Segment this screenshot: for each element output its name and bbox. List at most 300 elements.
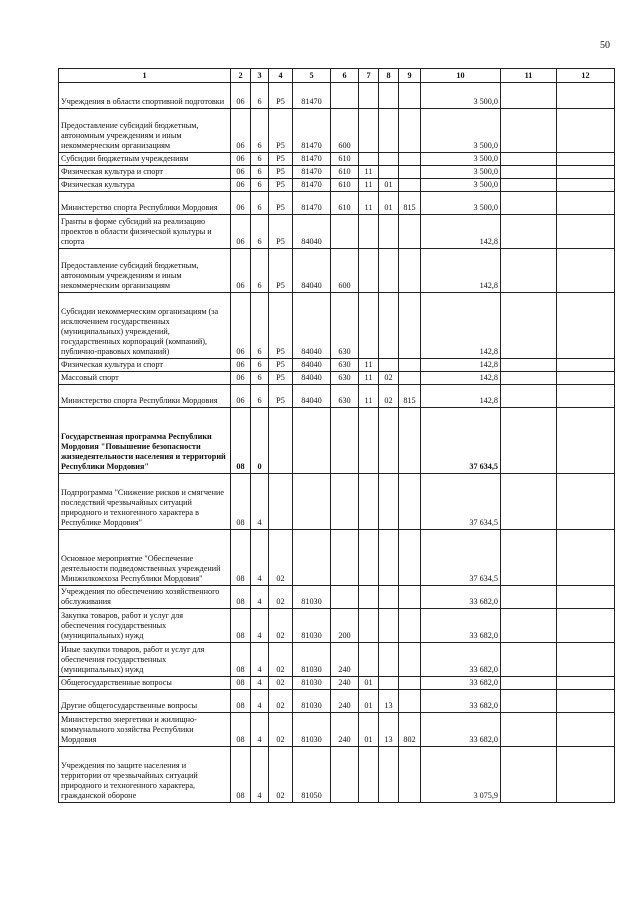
table-row — [59, 109, 615, 153]
code-cell: 4 — [251, 586, 269, 609]
code-cell — [501, 609, 557, 643]
row-name-cell: Предоставление субсидий бюджетным, автономным учреждениям и иным некоммерческим организациям — [59, 109, 231, 153]
code-cell — [399, 474, 421, 530]
code-cell: 01 — [359, 713, 379, 747]
code-cell: Р5 — [269, 359, 293, 372]
code-cell: 11 — [359, 372, 379, 385]
code-cell: 01 — [379, 179, 399, 192]
table-row — [59, 586, 615, 609]
code-cell: 08 — [231, 690, 251, 713]
code-cell — [399, 359, 421, 372]
code-cell: 240 — [331, 690, 359, 713]
code-cell — [501, 690, 557, 713]
table-row — [59, 385, 615, 408]
code-cell — [269, 408, 293, 474]
row-name-cell: Учреждения по защите населения и территории от чрезвычайных ситуаций природного и техногенного характера, гражданской обороне — [59, 747, 231, 803]
code-cell — [557, 690, 615, 713]
code-cell: 240 — [331, 677, 359, 690]
row-name-cell: Гранты в форме субсидий на реализацию проектов в области физической культуры и спорта — [59, 215, 231, 249]
code-cell — [399, 408, 421, 474]
code-cell — [359, 586, 379, 609]
row-name-cell: Иные закупки товаров, работ и услуг для обеспечения государственных (муниципальных) нужд — [59, 643, 231, 677]
code-cell — [501, 474, 557, 530]
code-cell: 01 — [359, 677, 379, 690]
amount-cell: 142,8 — [421, 385, 501, 408]
code-cell: 84040 — [293, 215, 331, 249]
code-cell: 02 — [269, 690, 293, 713]
code-cell — [331, 586, 359, 609]
code-cell — [379, 643, 399, 677]
code-cell: 13 — [379, 713, 399, 747]
code-cell: Р5 — [269, 179, 293, 192]
amount-cell: 3 500,0 — [421, 166, 501, 179]
amount-cell: 37 634,5 — [421, 408, 501, 474]
column-header: 1 — [59, 69, 231, 83]
code-cell — [501, 166, 557, 179]
code-cell — [501, 530, 557, 586]
code-cell: 08 — [231, 713, 251, 747]
code-cell — [399, 215, 421, 249]
code-cell: 02 — [269, 530, 293, 586]
amount-cell: 3 500,0 — [421, 153, 501, 166]
code-cell: 81030 — [293, 713, 331, 747]
code-cell: Р5 — [269, 215, 293, 249]
code-cell — [399, 249, 421, 293]
code-cell — [293, 408, 331, 474]
code-cell — [359, 408, 379, 474]
amount-cell: 33 682,0 — [421, 609, 501, 643]
code-cell: 610 — [331, 166, 359, 179]
code-cell — [359, 474, 379, 530]
row-name-cell: Субсидии бюджетным учреждениям — [59, 153, 231, 166]
code-cell: 81050 — [293, 747, 331, 803]
table-row — [59, 359, 615, 372]
code-cell — [557, 586, 615, 609]
code-cell — [359, 153, 379, 166]
column-header: 10 — [421, 69, 501, 83]
code-cell: 02 — [269, 643, 293, 677]
table-row — [59, 83, 615, 109]
code-cell — [359, 249, 379, 293]
code-cell: 06 — [231, 293, 251, 359]
code-cell: 4 — [251, 530, 269, 586]
code-cell: 08 — [231, 408, 251, 474]
row-name-cell: Министерство спорта Республики Мордовия — [59, 385, 231, 408]
code-cell: 11 — [359, 359, 379, 372]
table-row — [59, 690, 615, 713]
code-cell: 84040 — [293, 385, 331, 408]
code-cell: 11 — [359, 166, 379, 179]
code-cell: 4 — [251, 747, 269, 803]
table-row — [59, 293, 615, 359]
code-cell: 81030 — [293, 586, 331, 609]
amount-cell: 33 682,0 — [421, 677, 501, 690]
code-cell — [399, 166, 421, 179]
code-cell: 81470 — [293, 83, 331, 109]
code-cell — [557, 408, 615, 474]
code-cell — [557, 83, 615, 109]
code-cell — [501, 713, 557, 747]
code-cell: 610 — [331, 153, 359, 166]
code-cell — [501, 408, 557, 474]
code-cell: 6 — [251, 153, 269, 166]
code-cell: 6 — [251, 179, 269, 192]
amount-cell: 33 682,0 — [421, 713, 501, 747]
row-name-cell: Основное мероприятие "Обеспечение деятельности подведомственных учреждений Минжилкомхоза Республики Мордовия" — [59, 530, 231, 586]
budget-table — [58, 68, 615, 803]
code-cell — [399, 293, 421, 359]
column-header: 3 — [251, 69, 269, 83]
code-cell: 81470 — [293, 109, 331, 153]
code-cell — [399, 677, 421, 690]
code-cell: 08 — [231, 643, 251, 677]
code-cell — [379, 249, 399, 293]
code-cell: 13 — [379, 690, 399, 713]
code-cell — [379, 530, 399, 586]
table-row — [59, 153, 615, 166]
code-cell: 02 — [269, 747, 293, 803]
column-header: 2 — [231, 69, 251, 83]
code-cell: 11 — [359, 192, 379, 215]
code-cell — [359, 109, 379, 153]
table-row — [59, 713, 615, 747]
code-cell — [359, 83, 379, 109]
code-cell: 630 — [331, 293, 359, 359]
code-cell: 6 — [251, 166, 269, 179]
code-cell: 0 — [251, 408, 269, 474]
code-cell — [501, 293, 557, 359]
code-cell — [331, 474, 359, 530]
code-cell — [557, 530, 615, 586]
code-cell — [501, 192, 557, 215]
code-cell — [557, 474, 615, 530]
code-cell: 4 — [251, 643, 269, 677]
code-cell: 81030 — [293, 677, 331, 690]
code-cell: 01 — [379, 192, 399, 215]
amount-cell: 142,8 — [421, 372, 501, 385]
code-cell: 02 — [269, 609, 293, 643]
code-cell: 06 — [231, 249, 251, 293]
row-name-cell: Министерство спорта Республики Мордовия — [59, 192, 231, 215]
column-header: 12 — [557, 69, 615, 83]
code-cell: 81030 — [293, 690, 331, 713]
code-cell: 630 — [331, 359, 359, 372]
code-cell — [379, 83, 399, 109]
code-cell — [557, 293, 615, 359]
code-cell: 84040 — [293, 293, 331, 359]
code-cell — [557, 249, 615, 293]
code-cell: 200 — [331, 609, 359, 643]
code-cell: 84040 — [293, 372, 331, 385]
code-cell — [557, 713, 615, 747]
code-cell — [557, 179, 615, 192]
code-cell — [379, 215, 399, 249]
code-cell: 02 — [269, 713, 293, 747]
code-cell — [379, 408, 399, 474]
code-cell — [501, 643, 557, 677]
amount-cell: 3 500,0 — [421, 192, 501, 215]
code-cell: 6 — [251, 83, 269, 109]
code-cell: Р5 — [269, 109, 293, 153]
code-cell: Р5 — [269, 249, 293, 293]
code-cell: 6 — [251, 385, 269, 408]
code-cell: 240 — [331, 713, 359, 747]
code-cell: 6 — [251, 249, 269, 293]
code-cell: 600 — [331, 249, 359, 293]
code-cell: 02 — [379, 372, 399, 385]
amount-cell: 142,8 — [421, 293, 501, 359]
code-cell — [399, 530, 421, 586]
code-cell: 84040 — [293, 249, 331, 293]
code-cell: 06 — [231, 109, 251, 153]
code-cell — [501, 586, 557, 609]
code-cell — [379, 359, 399, 372]
row-name-cell: Государственная программа Республики Мордовия "Повышение безопасности жизнедеятельности населения и территорий Республики Мордовия" — [59, 408, 231, 474]
table-row — [59, 179, 615, 192]
code-cell: Р5 — [269, 192, 293, 215]
code-cell: 84040 — [293, 359, 331, 372]
amount-cell: 37 634,5 — [421, 474, 501, 530]
code-cell — [359, 643, 379, 677]
row-name-cell: Физическая культура — [59, 179, 231, 192]
code-cell — [379, 153, 399, 166]
table-row — [59, 372, 615, 385]
amount-cell: 142,8 — [421, 359, 501, 372]
code-cell — [501, 215, 557, 249]
code-cell: 610 — [331, 192, 359, 215]
column-header: 8 — [379, 69, 399, 83]
code-cell — [379, 166, 399, 179]
table-row — [59, 166, 615, 179]
code-cell — [331, 83, 359, 109]
code-cell — [557, 109, 615, 153]
code-cell: 08 — [231, 530, 251, 586]
code-cell — [399, 83, 421, 109]
code-cell — [501, 747, 557, 803]
code-cell: 02 — [379, 385, 399, 408]
row-name-cell: Физическая культура и спорт — [59, 166, 231, 179]
code-cell: 01 — [359, 690, 379, 713]
code-cell: 06 — [231, 153, 251, 166]
table-body — [59, 83, 615, 803]
code-cell: 06 — [231, 179, 251, 192]
amount-cell: 33 682,0 — [421, 643, 501, 677]
code-cell — [331, 215, 359, 249]
row-name-cell: Субсидии некоммерческим организациям (за исключением государственных (муниципальных) учреждений, государственных корпораций (компаний), публично-правовых компаний) — [59, 293, 231, 359]
amount-cell: 33 682,0 — [421, 586, 501, 609]
row-name-cell: Физическая культура и спорт — [59, 359, 231, 372]
row-name-cell: Закупка товаров, работ и услуг для обеспечения государственных (муниципальных) нужд — [59, 609, 231, 643]
code-cell — [399, 153, 421, 166]
code-cell: 6 — [251, 372, 269, 385]
code-cell — [557, 153, 615, 166]
column-header: 7 — [359, 69, 379, 83]
amount-cell: 3 500,0 — [421, 109, 501, 153]
amount-cell: 3 075,9 — [421, 747, 501, 803]
code-cell — [557, 385, 615, 408]
code-cell: 240 — [331, 643, 359, 677]
code-cell — [379, 474, 399, 530]
table-row — [59, 192, 615, 215]
code-cell: 4 — [251, 677, 269, 690]
code-cell — [269, 474, 293, 530]
code-cell: 06 — [231, 166, 251, 179]
code-cell: 610 — [331, 179, 359, 192]
code-cell — [501, 153, 557, 166]
code-cell — [501, 109, 557, 153]
code-cell: 6 — [251, 215, 269, 249]
amount-cell: 142,8 — [421, 249, 501, 293]
code-cell — [557, 643, 615, 677]
code-cell — [379, 293, 399, 359]
code-cell — [399, 643, 421, 677]
code-cell — [501, 372, 557, 385]
code-cell — [557, 359, 615, 372]
code-cell — [501, 385, 557, 408]
code-cell: 4 — [251, 690, 269, 713]
code-cell: 4 — [251, 609, 269, 643]
code-cell: 08 — [231, 474, 251, 530]
code-cell — [379, 747, 399, 803]
code-cell — [331, 530, 359, 586]
code-cell — [399, 586, 421, 609]
code-cell — [331, 747, 359, 803]
table-row — [59, 643, 615, 677]
row-name-cell: Предоставление субсидий бюджетным, автономным учреждениям и иным некоммерческим организациям — [59, 249, 231, 293]
code-cell: 08 — [231, 609, 251, 643]
code-cell — [399, 690, 421, 713]
table-header-row — [59, 69, 615, 83]
row-name-cell: Подпрограмма "Снижение рисков и смягчение последствий чрезвычайных ситуаций природного и техногенного характера в Республике Мордовия" — [59, 474, 231, 530]
code-cell: Р5 — [269, 153, 293, 166]
row-name-cell: Министерство энергетики и жилищно-коммунального хозяйства Республики Мордовия — [59, 713, 231, 747]
amount-cell: 3 500,0 — [421, 83, 501, 109]
code-cell: 4 — [251, 713, 269, 747]
code-cell: 630 — [331, 385, 359, 408]
table-row — [59, 474, 615, 530]
code-cell — [379, 609, 399, 643]
code-cell: 6 — [251, 359, 269, 372]
code-cell: 11 — [359, 179, 379, 192]
amount-cell: 3 500,0 — [421, 179, 501, 192]
code-cell: 81030 — [293, 609, 331, 643]
code-cell: 08 — [231, 586, 251, 609]
code-cell — [557, 192, 615, 215]
code-cell: 06 — [231, 385, 251, 408]
code-cell — [379, 677, 399, 690]
row-name-cell: Учреждения по обеспечению хозяйственного обслуживания — [59, 586, 231, 609]
code-cell: 06 — [231, 372, 251, 385]
amount-cell: 142,8 — [421, 215, 501, 249]
code-cell — [501, 83, 557, 109]
code-cell — [557, 747, 615, 803]
code-cell — [501, 179, 557, 192]
code-cell — [359, 747, 379, 803]
code-cell: Р5 — [269, 385, 293, 408]
table-row — [59, 215, 615, 249]
code-cell — [359, 215, 379, 249]
code-cell — [501, 677, 557, 690]
code-cell — [359, 530, 379, 586]
code-cell: 815 — [399, 385, 421, 408]
code-cell: Р5 — [269, 372, 293, 385]
code-cell: 815 — [399, 192, 421, 215]
code-cell — [379, 586, 399, 609]
code-cell: 06 — [231, 83, 251, 109]
code-cell: 81470 — [293, 192, 331, 215]
code-cell — [359, 609, 379, 643]
code-cell — [557, 215, 615, 249]
row-name-cell: Общегосударственные вопросы — [59, 677, 231, 690]
code-cell — [557, 677, 615, 690]
table-row — [59, 747, 615, 803]
code-cell: 06 — [231, 359, 251, 372]
code-cell — [399, 372, 421, 385]
row-name-cell: Другие общегосударственные вопросы — [59, 690, 231, 713]
code-cell — [399, 109, 421, 153]
code-cell: 81470 — [293, 166, 331, 179]
code-cell: 6 — [251, 293, 269, 359]
code-cell — [359, 293, 379, 359]
code-cell — [557, 372, 615, 385]
column-header: 11 — [501, 69, 557, 83]
code-cell: Р5 — [269, 293, 293, 359]
page-number: 50 — [600, 40, 610, 51]
code-cell: 4 — [251, 474, 269, 530]
column-header: 4 — [269, 69, 293, 83]
code-cell — [331, 408, 359, 474]
code-cell — [399, 747, 421, 803]
row-name-cell: Учреждения в области спортивной подготовки — [59, 83, 231, 109]
code-cell: 81470 — [293, 179, 331, 192]
code-cell: 6 — [251, 192, 269, 215]
code-cell — [399, 609, 421, 643]
code-cell: Р5 — [269, 83, 293, 109]
code-cell: 802 — [399, 713, 421, 747]
code-cell: 630 — [331, 372, 359, 385]
code-cell — [557, 609, 615, 643]
code-cell — [293, 474, 331, 530]
code-cell — [501, 359, 557, 372]
code-cell: 6 — [251, 109, 269, 153]
code-cell: 11 — [359, 385, 379, 408]
code-cell: 08 — [231, 747, 251, 803]
code-cell: 06 — [231, 215, 251, 249]
column-header: 6 — [331, 69, 359, 83]
code-cell: 02 — [269, 586, 293, 609]
code-cell: 81030 — [293, 643, 331, 677]
code-cell — [557, 166, 615, 179]
table-row — [59, 530, 615, 586]
column-header: 5 — [293, 69, 331, 83]
code-cell: 08 — [231, 677, 251, 690]
table-row — [59, 408, 615, 474]
column-header: 9 — [399, 69, 421, 83]
code-cell — [399, 179, 421, 192]
code-cell — [501, 249, 557, 293]
code-cell: Р5 — [269, 166, 293, 179]
code-cell: 81470 — [293, 153, 331, 166]
table-row — [59, 609, 615, 643]
code-cell: 02 — [269, 677, 293, 690]
amount-cell: 33 682,0 — [421, 690, 501, 713]
code-cell: 06 — [231, 192, 251, 215]
code-cell: 600 — [331, 109, 359, 153]
amount-cell: 37 634,5 — [421, 530, 501, 586]
code-cell — [379, 109, 399, 153]
table-row — [59, 677, 615, 690]
table-row — [59, 249, 615, 293]
